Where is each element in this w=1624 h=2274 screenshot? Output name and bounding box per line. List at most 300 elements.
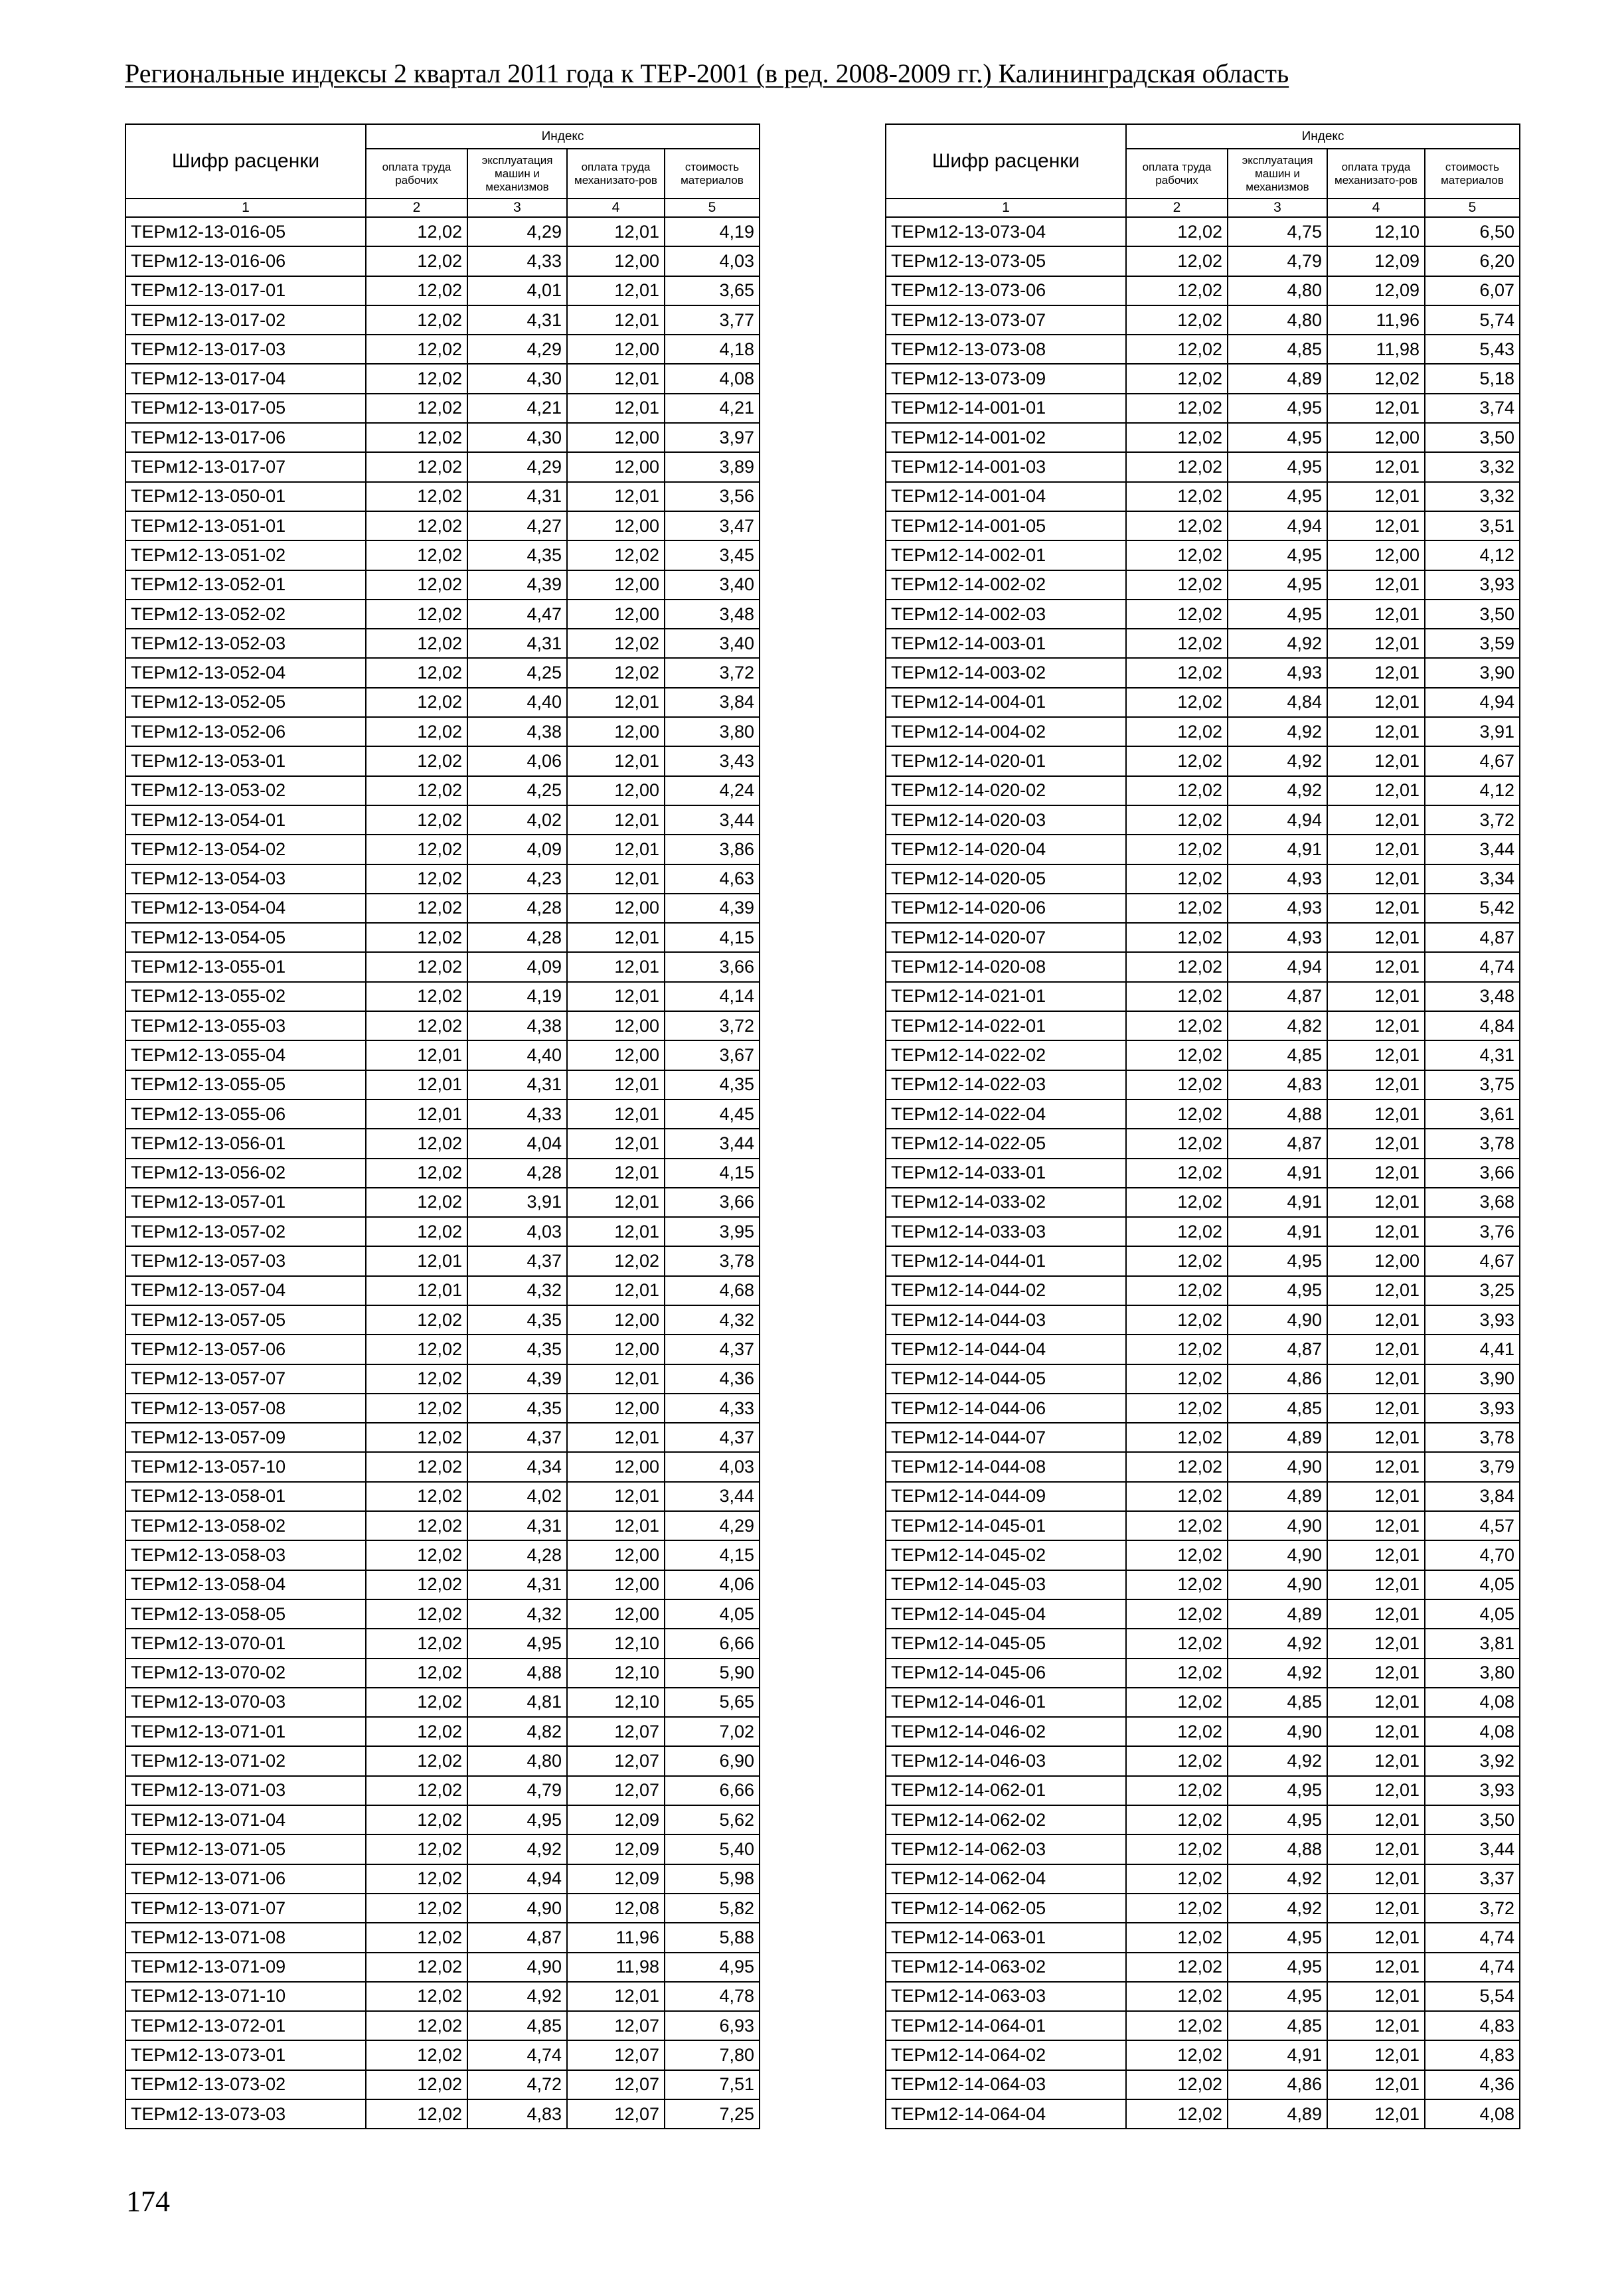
index-value-cell: 12,02 [1126, 482, 1228, 511]
index-value-cell: 4,31 [467, 482, 567, 511]
index-value-cell: 12,01 [1327, 1040, 1425, 1070]
index-value-cell: 4,78 [665, 1982, 760, 2011]
table-row [886, 600, 1520, 629]
table-row [125, 1629, 760, 1658]
table-row [125, 1217, 760, 1246]
index-value-cell: 4,72 [467, 2070, 567, 2099]
index-value-cell: 4,85 [1228, 1394, 1327, 1423]
index-value-cell: 12,00 [567, 1599, 665, 1629]
index-value-cell: 12,02 [1126, 1805, 1228, 1834]
index-value-cell: 12,02 [366, 600, 467, 629]
index-value-cell: 12,02 [1126, 894, 1228, 923]
rate-code-cell: ТЕРм12-13-071-08 [125, 1923, 366, 1952]
index-value-cell: 12,02 [366, 1540, 467, 1570]
index-value-cell: 4,34 [467, 1452, 567, 1481]
col-number: 1 [125, 199, 366, 217]
index-value-cell: 3,50 [1425, 600, 1520, 629]
index-value-cell: 12,02 [567, 540, 665, 570]
index-value-cell: 4,05 [1425, 1599, 1520, 1629]
rate-code-cell: ТЕРм12-14-003-01 [886, 629, 1126, 658]
index-value-cell: 3,44 [665, 1482, 760, 1511]
index-value-cell: 12,01 [1327, 952, 1425, 981]
index-value-cell: 4,89 [1228, 1599, 1327, 1629]
index-value-cell: 4,38 [467, 717, 567, 746]
rate-code-cell: ТЕРм12-13-051-02 [125, 540, 366, 570]
index-value-cell: 12,00 [567, 570, 665, 600]
rate-code-cell: ТЕРм12-14-044-08 [886, 1452, 1126, 1481]
rate-code-cell: ТЕРм12-14-045-01 [886, 1511, 1126, 1540]
index-value-cell: 4,86 [1228, 1364, 1327, 1394]
table-row [886, 835, 1520, 864]
table-row [125, 1776, 760, 1805]
table-row [886, 1276, 1520, 1305]
index-value-cell: 4,85 [1228, 1688, 1327, 1717]
table-row [125, 570, 760, 600]
index-value-cell: 6,50 [1425, 217, 1520, 246]
col2-header: оплата труда рабочих [366, 149, 467, 199]
index-value-cell: 12,01 [1327, 1276, 1425, 1305]
index-value-cell: 4,91 [1228, 835, 1327, 864]
table-row [886, 423, 1520, 452]
table-row [125, 364, 760, 393]
rate-code-cell: ТЕРм12-13-071-10 [125, 1982, 366, 2011]
rate-code-cell: ТЕРм12-13-057-07 [125, 1364, 366, 1394]
index-value-cell: 12,02 [1126, 1776, 1228, 1805]
index-value-cell: 12,02 [366, 776, 467, 805]
table-row [886, 1805, 1520, 1834]
table-row [886, 1570, 1520, 1599]
table-row [125, 1834, 760, 1864]
index-value-cell: 12,02 [1126, 305, 1228, 335]
index-value-cell: 4,95 [1228, 1776, 1327, 1805]
index-value-cell: 4,14 [665, 982, 760, 1011]
index-value-cell: 4,39 [467, 570, 567, 600]
rate-code-cell: ТЕРм12-13-051-01 [125, 511, 366, 540]
table-row [886, 1188, 1520, 1217]
index-value-cell: 3,75 [1425, 1070, 1520, 1099]
rate-code-cell: ТЕРм12-13-055-02 [125, 982, 366, 1011]
index-value-cell: 7,02 [665, 1717, 760, 1746]
index-value-cell: 12,02 [1126, 1159, 1228, 1188]
rate-code-cell: ТЕРм12-13-058-01 [125, 1482, 366, 1511]
rate-code-cell: ТЕРм12-13-055-04 [125, 1040, 366, 1070]
index-value-cell: 3,44 [1425, 835, 1520, 864]
index-value-cell: 4,09 [467, 952, 567, 981]
index-value-cell: 12,00 [567, 335, 665, 364]
index-value-cell: 4,95 [1228, 423, 1327, 452]
index-value-cell: 4,85 [1228, 2011, 1327, 2040]
index-value-cell: 4,81 [467, 1688, 567, 1717]
index-value-cell: 4,31 [467, 305, 567, 335]
table-row [886, 511, 1520, 540]
index-value-cell: 4,02 [467, 1482, 567, 1511]
index-value-cell: 4,31 [467, 1511, 567, 1540]
table-row [886, 1159, 1520, 1188]
table-row [125, 952, 760, 981]
index-value-cell: 12,01 [1327, 805, 1425, 835]
rate-code-cell: ТЕРм12-13-056-02 [125, 1159, 366, 1188]
table-row [125, 2011, 760, 2040]
index-value-cell: 12,01 [1327, 1305, 1425, 1335]
index-value-cell: 4,92 [1228, 1864, 1327, 1894]
rate-code-cell: ТЕРм12-13-017-06 [125, 423, 366, 452]
index-value-cell: 3,34 [1425, 864, 1520, 894]
index-value-cell: 4,35 [467, 1335, 567, 1364]
index-value-cell: 4,85 [1228, 335, 1327, 364]
index-value-cell: 12,02 [1126, 1894, 1228, 1923]
index-value-cell: 4,95 [1228, 1953, 1327, 1982]
index-value-cell: 12,07 [567, 2011, 665, 2040]
index-value-cell: 4,92 [1228, 746, 1327, 775]
index-value-cell: 12,00 [567, 1452, 665, 1481]
index-group-header: Индекс [366, 124, 760, 149]
index-value-cell: 12,02 [366, 364, 467, 393]
table-row [886, 1688, 1520, 1717]
index-value-cell: 12,01 [1327, 2099, 1425, 2129]
index-value-cell: 12,02 [1126, 1688, 1228, 1717]
index-value-cell: 12,01 [567, 1129, 665, 1158]
index-value-cell: 4,84 [1228, 688, 1327, 717]
index-value-cell: 4,92 [1228, 1894, 1327, 1923]
index-value-cell: 4,91 [1228, 1217, 1327, 1246]
index-value-cell: 3,66 [665, 1188, 760, 1217]
index-value-cell: 4,95 [467, 1629, 567, 1658]
index-value-cell: 12,02 [1126, 1629, 1228, 1658]
index-value-cell: 3,93 [1425, 1776, 1520, 1805]
rate-code-cell: ТЕРм12-13-054-03 [125, 864, 366, 894]
index-value-cell: 12,02 [366, 629, 467, 658]
index-value-cell: 12,01 [567, 923, 665, 952]
rate-code-cell: ТЕРм12-14-045-06 [886, 1659, 1126, 1688]
index-value-cell: 5,98 [665, 1864, 760, 1894]
left-index-table [125, 123, 760, 2129]
table-row [125, 1805, 760, 1834]
index-value-cell: 6,66 [665, 1776, 760, 1805]
index-value-cell: 4,33 [467, 1099, 567, 1129]
index-value-cell: 4,95 [1228, 1276, 1327, 1305]
index-value-cell: 4,90 [1228, 1540, 1327, 1570]
index-value-cell: 12,02 [366, 1894, 467, 1923]
index-value-cell: 12,01 [1327, 1482, 1425, 1511]
index-value-cell: 12,02 [1126, 2099, 1228, 2129]
index-value-cell: 4,90 [467, 1953, 567, 1982]
index-value-cell: 12,02 [366, 1776, 467, 1805]
index-value-cell: 4,83 [1228, 1070, 1327, 1099]
index-value-cell: 3,32 [1425, 452, 1520, 481]
table-row [886, 2040, 1520, 2070]
rate-code-cell: ТЕРм12-14-044-02 [886, 1276, 1126, 1305]
rate-code-cell: ТЕРм12-13-071-04 [125, 1805, 366, 1834]
index-value-cell: 12,01 [567, 276, 665, 305]
index-value-cell: 4,95 [467, 1805, 567, 1834]
index-value-cell: 12,02 [1126, 1834, 1228, 1864]
index-value-cell: 12,02 [366, 1982, 467, 2011]
index-value-cell: 11,98 [1327, 335, 1425, 364]
index-value-cell: 12,01 [1327, 982, 1425, 1011]
index-value-cell: 12,00 [567, 894, 665, 923]
index-value-cell: 4,92 [1228, 1659, 1327, 1688]
index-value-cell: 12,01 [1327, 2070, 1425, 2099]
index-value-cell: 5,42 [1425, 894, 1520, 923]
index-value-cell: 4,91 [1228, 2040, 1327, 2070]
table-row [886, 1894, 1520, 1923]
rate-code-cell: ТЕРм12-13-071-06 [125, 1864, 366, 1894]
index-group-header: Индекс [1126, 124, 1520, 149]
index-value-cell: 4,74 [467, 2040, 567, 2070]
table-row [125, 394, 760, 423]
index-value-cell: 12,01 [567, 482, 665, 511]
index-value-cell: 3,44 [665, 1129, 760, 1158]
index-value-cell: 12,02 [1126, 1864, 1228, 1894]
index-value-cell: 12,02 [1126, 1188, 1228, 1217]
index-value-cell: 4,40 [467, 1040, 567, 1070]
index-value-cell: 12,00 [567, 1335, 665, 1364]
index-value-cell: 4,28 [467, 894, 567, 923]
index-value-cell: 4,37 [467, 1246, 567, 1275]
index-value-cell: 12,01 [1327, 1746, 1425, 1775]
index-value-cell: 12,02 [366, 1688, 467, 1717]
index-value-cell: 12,01 [1327, 923, 1425, 952]
index-value-cell: 7,51 [665, 2070, 760, 2099]
table-row [125, 835, 760, 864]
index-value-cell: 3,90 [1425, 658, 1520, 687]
table-row [125, 1599, 760, 1629]
index-value-cell: 12,02 [366, 2011, 467, 2040]
index-value-cell: 4,75 [1228, 217, 1327, 246]
index-value-cell: 12,01 [1327, 1099, 1425, 1129]
index-value-cell: 4,94 [1228, 805, 1327, 835]
table-row [125, 894, 760, 923]
rate-code-cell: ТЕРм12-13-017-03 [125, 335, 366, 364]
table-row [886, 658, 1520, 687]
table-row [125, 1659, 760, 1688]
table-row [125, 982, 760, 1011]
index-value-cell: 12,02 [366, 1923, 467, 1952]
index-value-cell: 12,02 [366, 688, 467, 717]
index-value-cell: 3,77 [665, 305, 760, 335]
index-value-cell: 12,02 [366, 1188, 467, 1217]
index-value-cell: 3,93 [1425, 1394, 1520, 1423]
index-value-cell: 12,02 [366, 1805, 467, 1834]
index-value-cell: 4,92 [1228, 1629, 1327, 1658]
index-value-cell: 4,94 [1228, 952, 1327, 981]
index-value-cell: 4,03 [665, 1452, 760, 1481]
table-row [886, 1011, 1520, 1040]
index-value-cell: 12,00 [1327, 423, 1425, 452]
index-value-cell: 4,30 [467, 423, 567, 452]
rate-code-cell: ТЕРм12-13-017-05 [125, 394, 366, 423]
index-value-cell: 12,01 [567, 394, 665, 423]
table-row [886, 1040, 1520, 1070]
index-value-cell: 4,19 [467, 982, 567, 1011]
index-value-cell: 4,83 [1425, 2011, 1520, 2040]
rate-code-cell: ТЕРм12-13-073-06 [886, 276, 1126, 305]
index-value-cell: 12,02 [1327, 364, 1425, 393]
index-value-cell: 4,95 [665, 1953, 760, 1982]
index-value-cell: 7,25 [665, 2099, 760, 2129]
index-value-cell: 12,01 [1327, 864, 1425, 894]
index-value-cell: 12,02 [1126, 1070, 1228, 1099]
index-value-cell: 4,31 [467, 629, 567, 658]
rate-code-cell: ТЕРм12-13-055-06 [125, 1099, 366, 1129]
index-value-cell: 12,02 [1126, 540, 1228, 570]
index-value-cell: 12,02 [1126, 746, 1228, 775]
index-value-cell: 3,97 [665, 423, 760, 452]
index-value-cell: 4,15 [665, 923, 760, 952]
table-row [886, 894, 1520, 923]
index-value-cell: 3,72 [1425, 805, 1520, 835]
index-value-cell: 12,02 [366, 511, 467, 540]
rate-code-cell: ТЕРм12-14-002-03 [886, 600, 1126, 629]
rate-code-cell: ТЕРм12-14-045-02 [886, 1540, 1126, 1570]
rate-code-cell: ТЕРм12-13-073-01 [125, 2040, 366, 2070]
rate-code-cell: ТЕРм12-14-004-01 [886, 688, 1126, 717]
table-row [125, 335, 760, 364]
table-row [886, 982, 1520, 1011]
index-value-cell: 4,95 [1228, 540, 1327, 570]
table-row [886, 952, 1520, 981]
index-value-cell: 4,23 [467, 864, 567, 894]
rate-code-cell: ТЕРм12-14-022-03 [886, 1070, 1126, 1099]
index-value-cell: 4,31 [467, 1070, 567, 1099]
index-value-cell: 3,91 [1425, 717, 1520, 746]
index-value-cell: 3,89 [665, 452, 760, 481]
index-value-cell: 12,02 [1126, 1364, 1228, 1394]
index-value-cell: 4,33 [665, 1394, 760, 1423]
table-row [125, 1011, 760, 1040]
index-value-cell: 12,07 [567, 2099, 665, 2129]
index-value-cell: 12,02 [1126, 511, 1228, 540]
index-value-cell: 5,40 [665, 1834, 760, 1864]
rate-code-cell: ТЕРм12-13-073-07 [886, 305, 1126, 335]
index-value-cell: 12,02 [366, 1511, 467, 1540]
index-value-cell: 4,35 [467, 540, 567, 570]
index-value-cell: 3,44 [1425, 1834, 1520, 1864]
rate-code-cell: ТЕРм12-13-070-01 [125, 1629, 366, 1658]
rate-code-cell: ТЕРм12-14-002-01 [886, 540, 1126, 570]
index-value-cell: 4,90 [1228, 1452, 1327, 1481]
index-value-cell: 12,01 [1327, 894, 1425, 923]
index-value-cell: 12,02 [366, 1394, 467, 1423]
index-value-cell: 4,80 [1228, 305, 1327, 335]
index-value-cell: 6,07 [1425, 276, 1520, 305]
index-value-cell: 4,95 [1228, 1246, 1327, 1275]
index-value-cell: 4,09 [467, 835, 567, 864]
index-value-cell: 3,25 [1425, 1276, 1520, 1305]
table-row [125, 1040, 760, 1070]
index-value-cell: 12,02 [1126, 1305, 1228, 1335]
index-value-cell: 12,02 [1126, 776, 1228, 805]
table-row [125, 1335, 760, 1364]
index-value-cell: 4,88 [1228, 1834, 1327, 1864]
index-value-cell: 12,02 [1126, 805, 1228, 835]
rate-code-cell: ТЕРм12-13-050-01 [125, 482, 366, 511]
index-value-cell: 4,06 [467, 746, 567, 775]
rate-code-cell: ТЕРм12-13-073-09 [886, 364, 1126, 393]
index-value-cell: 4,05 [1425, 1570, 1520, 1599]
index-value-cell: 4,87 [1425, 923, 1520, 952]
table-row [125, 1452, 760, 1481]
table-row [886, 1482, 1520, 1511]
rate-code-cell: ТЕРм12-13-071-03 [125, 1776, 366, 1805]
index-value-cell: 12,02 [366, 658, 467, 687]
index-value-cell: 3,48 [665, 600, 760, 629]
index-value-cell: 12,02 [366, 394, 467, 423]
rate-code-cell: ТЕРм12-14-044-04 [886, 1335, 1126, 1364]
index-value-cell: 11,96 [1327, 305, 1425, 335]
index-value-cell: 12,02 [366, 1129, 467, 1158]
index-value-cell: 4,88 [467, 1659, 567, 1688]
rate-code-cell: ТЕРм12-14-021-01 [886, 982, 1126, 1011]
rate-code-cell: ТЕРм12-13-071-09 [125, 1953, 366, 1982]
rate-code-cell: ТЕРм12-13-053-02 [125, 776, 366, 805]
index-value-cell: 4,87 [1228, 1335, 1327, 1364]
col-number: 4 [567, 199, 665, 217]
index-value-cell: 4,31 [467, 1570, 567, 1599]
index-value-cell: 12,02 [366, 1599, 467, 1629]
index-value-cell: 12,01 [567, 1070, 665, 1099]
table-row [125, 1540, 760, 1570]
index-value-cell: 12,02 [1126, 335, 1228, 364]
index-value-cell: 3,56 [665, 482, 760, 511]
index-value-cell: 3,48 [1425, 982, 1520, 1011]
index-value-cell: 4,32 [665, 1305, 760, 1335]
index-value-cell: 12,02 [366, 1159, 467, 1188]
index-value-cell: 4,35 [467, 1394, 567, 1423]
table-row [886, 1629, 1520, 1658]
index-value-cell: 12,02 [366, 1834, 467, 1864]
index-value-cell: 12,01 [567, 1982, 665, 2011]
rate-code-cell: ТЕРм12-14-020-06 [886, 894, 1126, 923]
index-value-cell: 12,02 [366, 423, 467, 452]
rate-code-cell: ТЕРм12-13-057-01 [125, 1188, 366, 1217]
index-value-cell: 4,89 [1228, 364, 1327, 393]
index-value-cell: 12,02 [366, 1482, 467, 1511]
table-row [125, 452, 760, 481]
index-value-cell: 3,91 [467, 1188, 567, 1217]
table-row [886, 1982, 1520, 2011]
index-value-cell: 12,01 [1327, 1070, 1425, 1099]
index-value-cell: 4,08 [1425, 2099, 1520, 2129]
table-row [125, 2070, 760, 2099]
index-value-cell: 12,02 [366, 894, 467, 923]
table-row [125, 217, 760, 246]
index-value-cell: 12,02 [1126, 982, 1228, 1011]
table-row [886, 746, 1520, 775]
rate-code-cell: ТЕРм12-14-020-04 [886, 835, 1126, 864]
index-value-cell: 12,01 [366, 1040, 467, 1070]
index-value-cell: 12,02 [366, 717, 467, 746]
table-row [125, 2040, 760, 2070]
table-row [886, 482, 1520, 511]
rate-code-cell: ТЕРм12-14-044-09 [886, 1482, 1126, 1511]
index-value-cell: 12,01 [567, 688, 665, 717]
index-value-cell: 12,01 [1327, 1217, 1425, 1246]
rate-code-cell: ТЕРм12-13-052-01 [125, 570, 366, 600]
table-row [125, 1923, 760, 1952]
index-value-cell: 3,72 [665, 658, 760, 687]
index-value-cell: 12,01 [1327, 1423, 1425, 1452]
table-row [125, 688, 760, 717]
index-value-cell: 4,94 [1425, 688, 1520, 717]
index-value-cell: 12,02 [366, 452, 467, 481]
table-row [886, 570, 1520, 600]
index-value-cell: 5,43 [1425, 335, 1520, 364]
index-value-cell: 4,85 [467, 2011, 567, 2040]
rate-code-cell: ТЕРм12-13-016-05 [125, 217, 366, 246]
index-value-cell: 12,01 [1327, 1599, 1425, 1629]
index-value-cell: 4,28 [467, 1540, 567, 1570]
